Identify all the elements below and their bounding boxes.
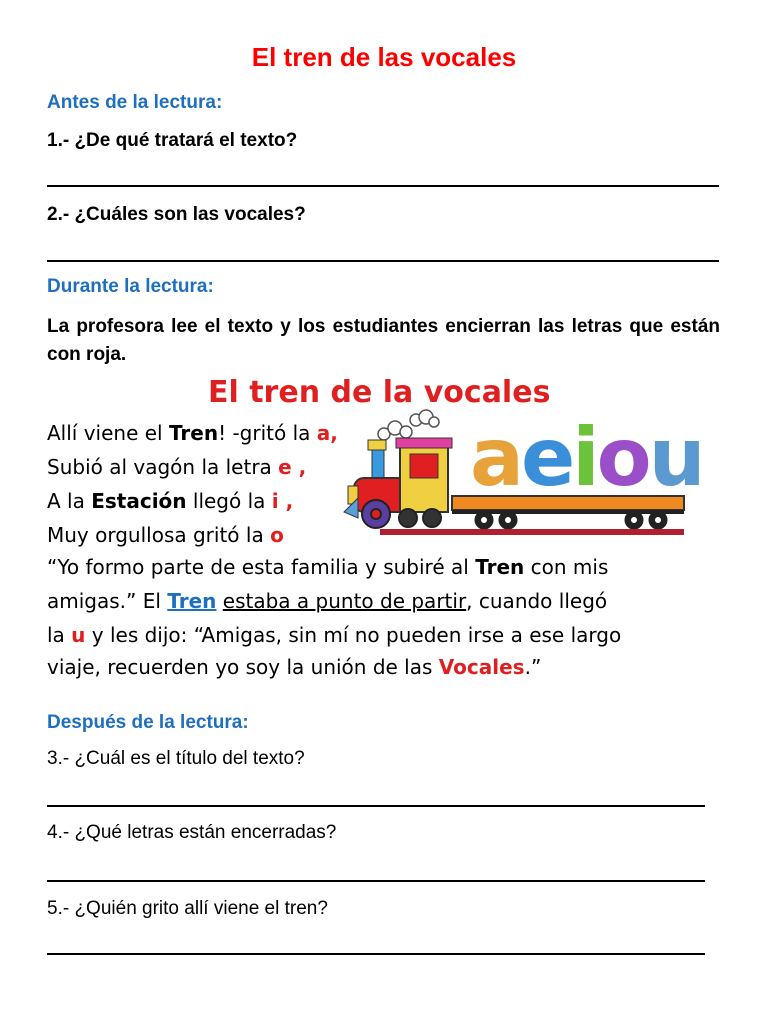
story-line-8 xyxy=(47,650,541,684)
story-line-3 xyxy=(47,484,293,518)
text: , cuando llegó xyxy=(466,589,608,613)
vowel-marker-o: o xyxy=(270,523,284,547)
story-title: El tren de la vocales xyxy=(208,375,551,410)
question-4: 4.- ¿Qué letras están encerradas? xyxy=(47,822,337,843)
underlined-phrase: estaba a punto de partir xyxy=(222,589,467,613)
word-tren: Tren xyxy=(168,421,219,445)
answer-line-2[interactable] xyxy=(47,260,719,262)
vowel-o: o xyxy=(596,411,649,504)
vowel-a: a xyxy=(470,411,521,504)
vowel-marker-u: u xyxy=(71,623,86,647)
answer-line-4[interactable] xyxy=(47,880,705,882)
text: ! -gritó la xyxy=(218,421,317,445)
instruction-text: La profesora lee el texto y los estudiantes encierran las letras que están con roja. xyxy=(47,316,720,365)
vowel-i: i xyxy=(572,411,597,504)
text: “Yo formo parte de esta familia y subiré al xyxy=(47,555,476,579)
text: viaje, recuerden yo soy la unión de las xyxy=(47,655,439,679)
word-tren: Tren xyxy=(475,555,525,579)
question-2: 2.- ¿Cuáles son las vocales? xyxy=(47,204,306,225)
vowels-cargo xyxy=(470,411,703,504)
text: Muy orgullosa gritó la xyxy=(47,523,271,547)
text: la xyxy=(47,623,72,647)
text: .” xyxy=(524,655,542,679)
vowel-marker-e: e , xyxy=(278,455,307,479)
story-line-2 xyxy=(47,450,306,484)
text: con mis xyxy=(524,555,609,579)
word-tren-link: Tren xyxy=(167,589,217,613)
page-title: El tren de las vocales xyxy=(251,42,517,72)
text: Subió al vagón la letra xyxy=(47,455,279,479)
vowel-e: e xyxy=(520,411,573,504)
question-3: 3.- ¿Cuál es el título del texto? xyxy=(47,748,305,769)
vowel-marker-i: i , xyxy=(271,489,294,513)
section-after-reading: Después de la lectura: xyxy=(47,712,249,733)
story-line-4 xyxy=(47,518,284,552)
word-estacion: Estación xyxy=(91,489,187,513)
answer-line-1[interactable] xyxy=(47,185,719,187)
text: y les dijo: “Amigas, sin mí no pueden irse a ese largo xyxy=(85,623,622,647)
story-line-1 xyxy=(47,416,338,450)
answer-line-5[interactable] xyxy=(47,953,705,955)
text: Allí viene el xyxy=(47,421,169,445)
word-vocales: Vocales xyxy=(438,655,525,679)
text: amigas.” El xyxy=(47,589,168,613)
text: llegó la xyxy=(186,489,272,513)
question-5: 5.- ¿Quién grito allí viene el tren? xyxy=(47,898,328,919)
story-line-7 xyxy=(47,618,621,652)
vowel-u: u xyxy=(648,411,703,504)
story-line-6 xyxy=(47,584,607,618)
answer-line-3[interactable] xyxy=(47,805,705,807)
section-during-reading: Durante la lectura: xyxy=(47,276,214,297)
story-line-5 xyxy=(47,550,608,584)
section-before-reading: Antes de la lectura: xyxy=(47,92,223,113)
text: A la xyxy=(47,489,92,513)
vowel-marker-a: a, xyxy=(316,421,338,445)
question-1: 1.- ¿De qué tratará el texto? xyxy=(47,130,298,151)
